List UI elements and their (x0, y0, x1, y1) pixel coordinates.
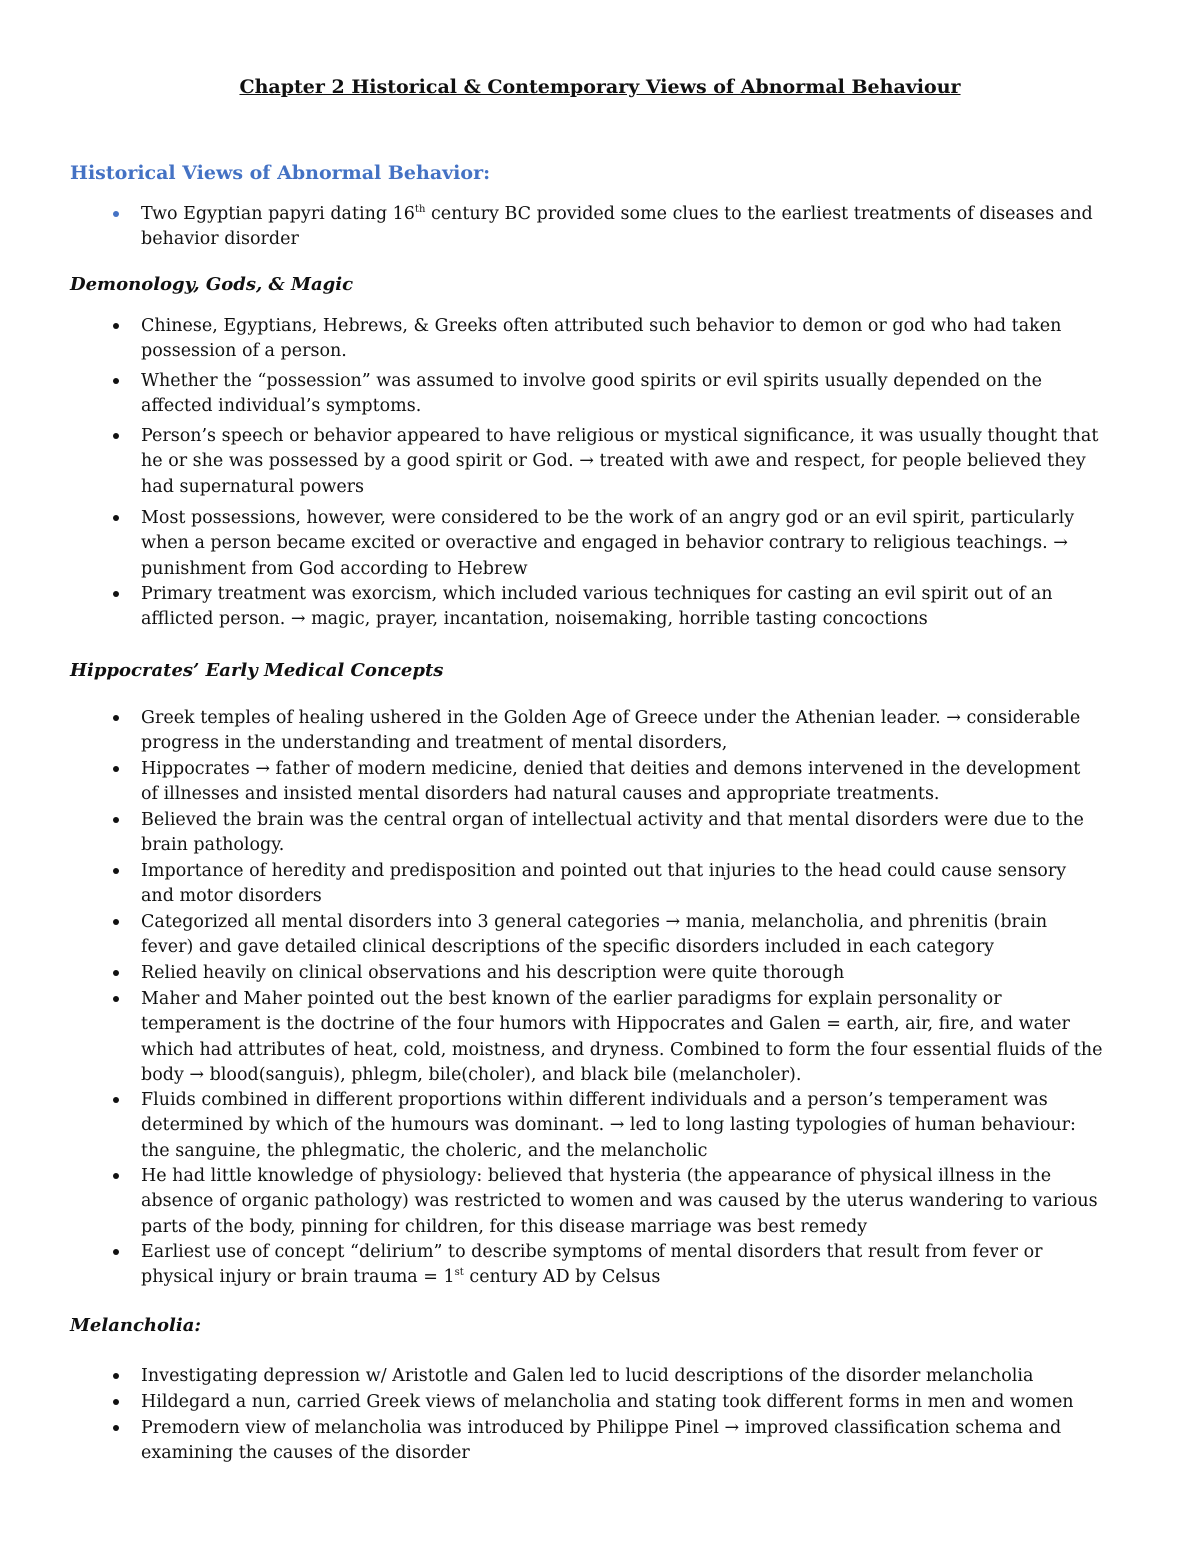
bullet-text-line: Believed the brain was the central organ of intellectual activity and that mental disorders were due to the (141, 810, 1084, 830)
bullet-text-line: and motor disorders (141, 886, 322, 907)
bullet-icon (113, 817, 119, 823)
bullet-text-line: possession of a person. (141, 341, 347, 362)
bullet-text-line: Hildegard a nun, carried Greek views of melancholia and stating took different forms in men and women (141, 1392, 1074, 1412)
bullet-icon (113, 996, 119, 1002)
bullet-text-line: body → blood(sanguis), phlegm, bile(choler), and black bile (melancholer). (141, 1064, 802, 1085)
bullet-text-line: temperament is the doctrine of the four humors with Hippocrates and Galen = earth, air, fire, and water (141, 1014, 1070, 1035)
bullet-text-line: the sanguine, the phlegmatic, the choleric, and the melancholic (141, 1140, 708, 1161)
bullet-text-line: of illnesses and insisted mental disorders had natural causes and appropriate treatments. (141, 784, 940, 805)
bullet-icon (113, 1425, 119, 1431)
bullet-text-line: punishment from God according to Hebrew (141, 558, 528, 579)
bullet-text-line: examining the causes of the disorder (141, 1443, 470, 1464)
bullet-text-line: Earliest use of concept “delirium” to describe symptoms of mental disorders that result from fever or (141, 1242, 1043, 1262)
bullet-text-line: fever) and gave detailed clinical descriptions of the specific disorders included in each category (141, 937, 995, 958)
bullet-text-line: Fluids combined in different proportions within different individuals and a person’s temperament was (141, 1090, 1048, 1110)
bullet-text-line: parts of the body, pinning for children, for this disease marriage was best remedy (141, 1216, 868, 1237)
bullet-text-line: he or she was possessed by a good spirit or God. → treated with awe and respect, for people believed they (141, 451, 1086, 472)
bullet-text-line: Categorized all mental disorders into 3 general categories → mania, melancholia, and phrenitis (brain (141, 912, 1048, 932)
bullet-text-line: Hippocrates → father of modern medicine, denied that deities and demons intervened in the development (141, 759, 1081, 779)
bullet-text-line: absence of organic pathology) was restricted to women and was caused by the uterus wandering to various (141, 1191, 1098, 1212)
bullet-text-line: behavior disorder (141, 229, 299, 250)
bullet-icon (113, 591, 119, 597)
bullet-icon (113, 378, 119, 384)
bullet-icon (113, 1173, 119, 1179)
bullet-icon (113, 211, 119, 217)
bullet-text-line: afflicted person. → magic, prayer, incantation, noisemaking, horrible tasting concoctions (141, 609, 928, 630)
bullet-text-line: Most possessions, however, were considered to be the work of an angry god or an evil spirit, particularly (141, 508, 1075, 528)
document-title: Chapter 2 Historical & Contemporary Views of Abnormal Behaviour (239, 76, 961, 98)
bullet-icon (113, 323, 119, 329)
bullet-text-line: physical injury or brain trauma = 1st century AD by Celsus (141, 1267, 661, 1288)
bullet-text-line: Maher and Maher pointed out the best known of the earlier paradigms for explain personality or (141, 989, 1002, 1009)
bullet-text-line: Two Egyptian papyri dating 16th century BC provided some clues to the earliest treatments of diseases and (141, 204, 1093, 224)
bullet-text-line: He had little knowledge of physiology: believed that hysteria (the appearance of physical illness in the (141, 1166, 1052, 1186)
bullet-text-line: determined by which of the humours was dominant. → led to long lasting typologies of human behaviour: (141, 1115, 1076, 1136)
bullet-text-line: Premodern view of melancholia was introduced by Philippe Pinel → improved classification schema and (141, 1418, 1062, 1438)
bullet-text-line: when a person became excited or overactive and engaged in behavior contrary to religious teachings. → (141, 533, 1068, 554)
bullet-icon (113, 919, 119, 925)
bullet-text-line: Relied heavily on clinical observations and his description were quite thorough (141, 963, 845, 983)
bullet-text-line: Importance of heredity and predisposition and pointed out that injuries to the head could cause sensory (141, 861, 1067, 881)
bullet-text-line: progress in the understanding and treatment of mental disorders, (141, 733, 728, 754)
section-heading: Demonology, Gods, & Magic (70, 274, 354, 295)
bullet-icon (113, 970, 119, 976)
bullet-icon (113, 1399, 119, 1405)
section-heading: Hippocrates’ Early Medical Concepts (70, 660, 444, 681)
bullet-icon (113, 1097, 119, 1103)
section-heading: Melancholia: (70, 1315, 202, 1336)
bullet-text-line: Greek temples of healing ushered in the Golden Age of Greece under the Athenian leader. → considerable (141, 708, 1081, 728)
section-heading: Historical Views of Abnormal Behavior: (70, 162, 491, 184)
bullet-text-line: brain pathology. (141, 835, 285, 856)
bullet-icon (113, 766, 119, 772)
bullet-text-line: Chinese, Egyptians, Hebrews, & Greeks often attributed such behavior to demon or god who had taken (141, 316, 1062, 336)
bullet-text-line: Person’s speech or behavior appeared to have religious or mystical significance, it was usually thought that (141, 426, 1099, 446)
bullet-icon (113, 1373, 119, 1379)
bullet-text-line: affected individual’s symptoms. (141, 396, 422, 417)
bullet-text-line: Primary treatment was exorcism, which included various techniques for casting an evil spirit out of an (141, 584, 1053, 604)
bullet-icon (113, 515, 119, 521)
bullet-icon (113, 433, 119, 439)
bullet-text-line: Whether the “possession” was assumed to involve good spirits or evil spirits usually depended on the (141, 371, 1042, 391)
bullet-icon (113, 715, 119, 721)
bullet-icon (113, 868, 119, 874)
bullet-text-line: Investigating depression w/ Aristotle and Galen led to lucid descriptions of the disorder melancholia (141, 1366, 1034, 1386)
bullet-icon (113, 1249, 119, 1255)
bullet-text-line: which had attributes of heat, cold, moistness, and dryness. Combined to form the four essential fluids of the (141, 1039, 1103, 1060)
bullet-text-line: had supernatural powers (141, 476, 365, 497)
